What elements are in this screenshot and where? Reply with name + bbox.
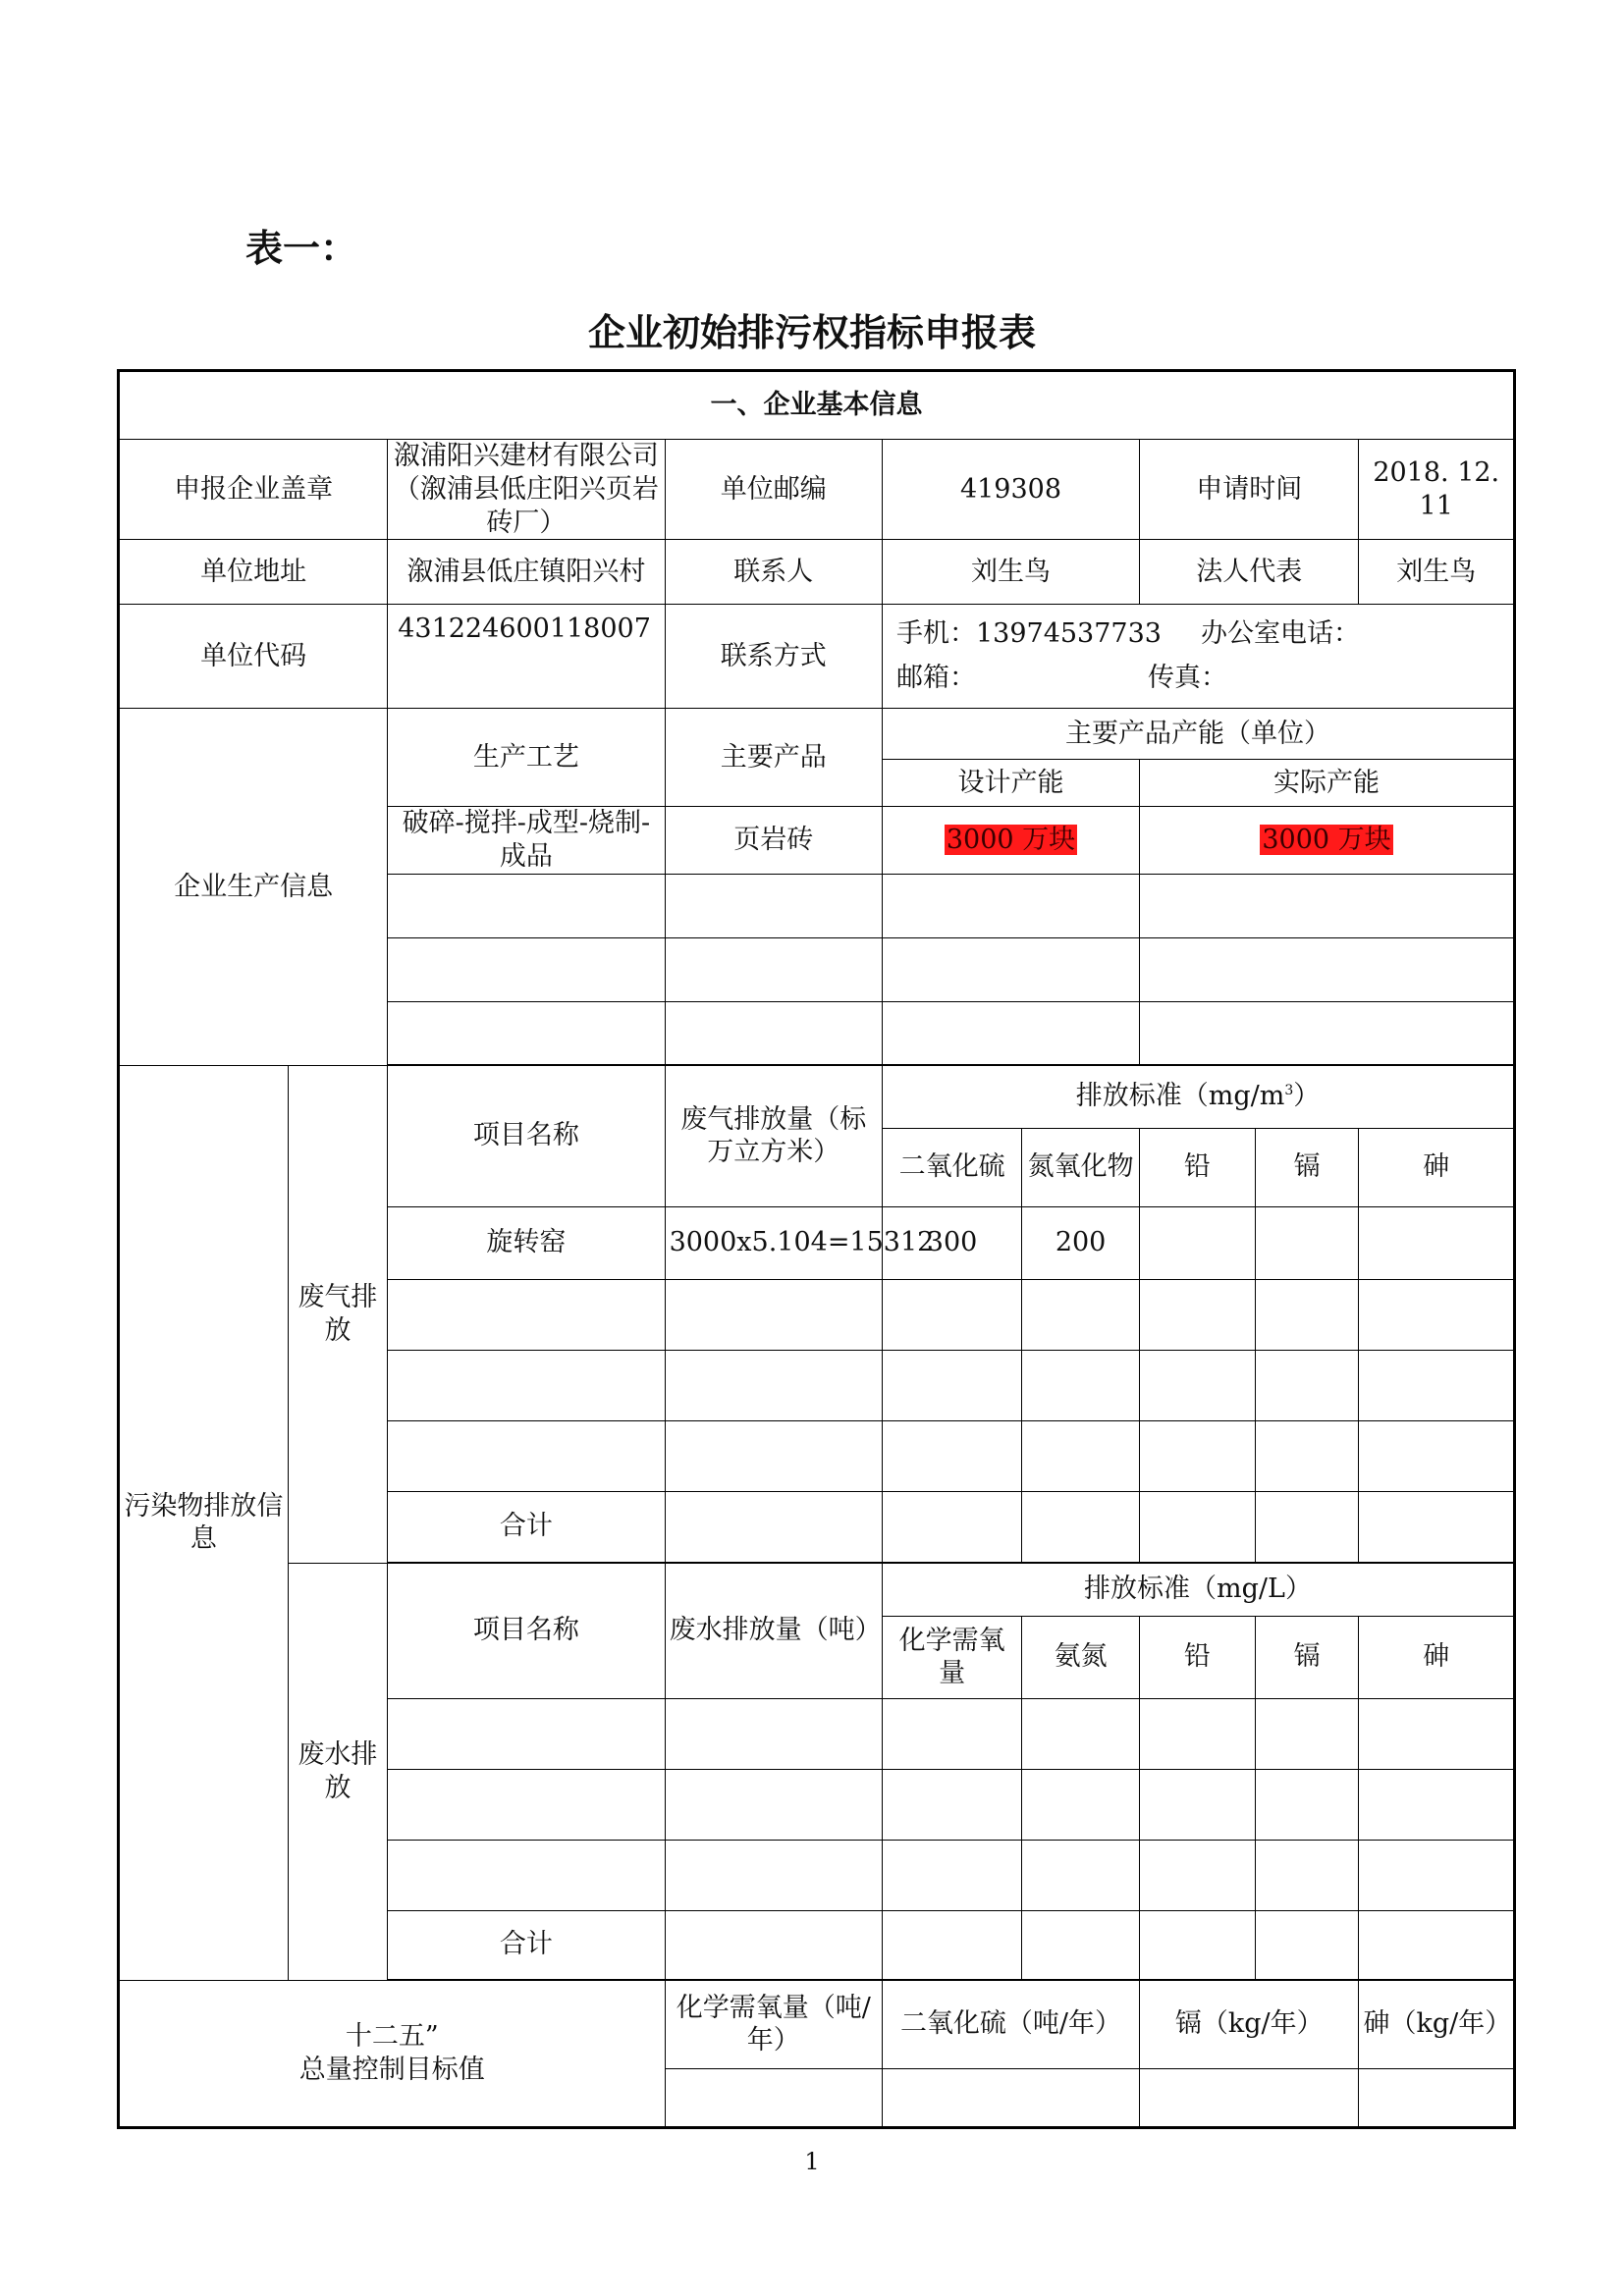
empty-cell bbox=[882, 1420, 1021, 1491]
apply-time-label: 申请时间 bbox=[1140, 440, 1359, 540]
actual-capacity-value bbox=[1140, 807, 1515, 875]
gas-col-lead: 铅 bbox=[1140, 1128, 1256, 1206]
gas-item-label: 项目名称 bbox=[388, 1065, 665, 1206]
empty-cell bbox=[388, 1350, 665, 1420]
empty-cell bbox=[1140, 2068, 1359, 2127]
empty-cell bbox=[882, 1769, 1021, 1840]
empty-cell bbox=[882, 874, 1139, 937]
empty-cell bbox=[665, 1420, 882, 1491]
empty-cell bbox=[1359, 2068, 1515, 2127]
empty-cell bbox=[1359, 1491, 1515, 1562]
target-col-arsenic: 砷（kg/年） bbox=[1359, 1980, 1515, 2068]
apply-time-value: 2018. 12. 11 bbox=[1359, 440, 1515, 540]
section-basic-info-title: 一、企业基本信息 bbox=[119, 371, 1515, 440]
empty-cell bbox=[388, 1769, 665, 1840]
empty-cell bbox=[882, 1279, 1021, 1350]
application-form-table bbox=[117, 369, 1516, 2129]
design-capacity-text: 3000 万块 bbox=[946, 825, 1076, 856]
gas-row1-so2: 300 bbox=[882, 1206, 1021, 1279]
empty-cell bbox=[882, 1910, 1021, 1979]
company-name-cell: 溆浦阳兴建材有限公司（溆浦县低庄阳兴页岩砖厂） bbox=[388, 440, 665, 540]
actual-capacity-text: 3000 万块 bbox=[1262, 825, 1391, 856]
gas-col-arsenic: 砷 bbox=[1359, 1128, 1515, 1206]
legal-rep-label: 法人代表 bbox=[1140, 540, 1359, 605]
empty-cell bbox=[665, 937, 882, 1001]
empty-cell bbox=[665, 1769, 882, 1840]
water-col-cadmium: 镉 bbox=[1255, 1616, 1359, 1698]
gas-row1-nox: 200 bbox=[1022, 1206, 1140, 1279]
empty-cell bbox=[1022, 1350, 1140, 1420]
target-label-line2: 总量控制目标值 bbox=[298, 2054, 485, 2085]
gas-col-cadmium: 镉 bbox=[1255, 1128, 1359, 1206]
empty-cell bbox=[388, 937, 665, 1001]
empty-cell bbox=[388, 1840, 665, 1910]
empty-cell bbox=[882, 937, 1139, 1001]
process-value: 破碎-搅拌-成型-烧制-成品 bbox=[388, 807, 665, 875]
water-col-arsenic: 砷 bbox=[1359, 1616, 1515, 1698]
empty-cell bbox=[882, 1350, 1021, 1420]
empty-cell bbox=[388, 874, 665, 937]
empty-cell bbox=[1140, 1206, 1256, 1279]
product-value: 页岩砖 bbox=[665, 807, 882, 875]
target-col-so2: 二氧化硫（吨/年） bbox=[882, 1980, 1139, 2068]
gas-standard-text: 排放标准（mg/m bbox=[1075, 1081, 1285, 1112]
empty-cell bbox=[665, 1840, 882, 1910]
empty-cell bbox=[1255, 1206, 1359, 1279]
empty-cell bbox=[1022, 1491, 1140, 1562]
address-label: 单位地址 bbox=[119, 540, 388, 605]
seal-label: 申报企业盖章 bbox=[119, 440, 388, 540]
empty-cell bbox=[1140, 1001, 1515, 1064]
empty-cell bbox=[1255, 1491, 1359, 1562]
empty-cell bbox=[665, 1698, 882, 1769]
water-col-lead: 铅 bbox=[1140, 1616, 1256, 1698]
page-number: 1 bbox=[804, 2148, 820, 2175]
product-label: 主要产品 bbox=[665, 709, 882, 807]
empty-cell bbox=[1022, 1910, 1140, 1979]
empty-cell bbox=[388, 1001, 665, 1064]
empty-cell bbox=[1140, 1910, 1256, 1979]
empty-cell bbox=[1255, 1910, 1359, 1979]
code-value: 431224600118007 bbox=[388, 605, 665, 709]
empty-cell bbox=[1140, 1279, 1256, 1350]
gas-emission-label: 废气排放 bbox=[288, 1065, 388, 1563]
capacity-label: 主要产品产能（单位） bbox=[882, 709, 1514, 760]
contact-method-label: 联系方式 bbox=[665, 605, 882, 709]
pollutant-info-label: 污染物排放信息 bbox=[119, 1065, 289, 1980]
empty-cell bbox=[1140, 1350, 1256, 1420]
empty-cell bbox=[1140, 1840, 1256, 1910]
design-capacity-value bbox=[882, 807, 1139, 875]
legal-rep-value: 刘生鸟 bbox=[1359, 540, 1515, 605]
target-label bbox=[119, 1980, 666, 2127]
empty-cell bbox=[665, 1491, 882, 1562]
empty-cell bbox=[388, 1279, 665, 1350]
empty-cell bbox=[1022, 1698, 1140, 1769]
water-col-cod: 化学需氧量 bbox=[882, 1616, 1021, 1698]
postcode-value: 419308 bbox=[882, 440, 1139, 540]
empty-cell bbox=[882, 1698, 1021, 1769]
water-volume-label: 废水排放量（吨） bbox=[665, 1563, 882, 1698]
mobile-label: 手机： bbox=[895, 618, 976, 650]
gas-total-label: 合计 bbox=[388, 1491, 665, 1562]
gas-standard-sup: 3 bbox=[1284, 1083, 1294, 1099]
design-capacity-label: 设计产能 bbox=[882, 760, 1139, 807]
empty-cell bbox=[1140, 1420, 1256, 1491]
empty-cell bbox=[1140, 1769, 1256, 1840]
gas-col-so2: 二氧化硫 bbox=[882, 1128, 1021, 1206]
empty-cell bbox=[882, 1491, 1021, 1562]
empty-cell bbox=[388, 1420, 665, 1491]
empty-cell bbox=[1140, 1491, 1256, 1562]
empty-cell bbox=[1359, 1279, 1515, 1350]
actual-capacity-label: 实际产能 bbox=[1140, 760, 1515, 807]
empty-cell bbox=[882, 1840, 1021, 1910]
empty-cell bbox=[882, 1001, 1139, 1064]
empty-cell bbox=[1022, 1279, 1140, 1350]
empty-cell bbox=[1359, 1698, 1515, 1769]
water-col-ammonia: 氨氮 bbox=[1022, 1616, 1140, 1698]
mobile-value: 13974537733 bbox=[975, 618, 1162, 650]
empty-cell bbox=[665, 2068, 882, 2127]
email-label: 邮箱： bbox=[895, 662, 976, 693]
empty-cell bbox=[665, 1910, 882, 1979]
empty-cell bbox=[665, 1279, 882, 1350]
water-emission-label: 废水排放 bbox=[288, 1563, 388, 1980]
empty-cell bbox=[1255, 1769, 1359, 1840]
water-standard-label: 排放标准（mg/L） bbox=[882, 1563, 1514, 1616]
empty-cell bbox=[1359, 1206, 1515, 1279]
fax-label: 传真： bbox=[1147, 662, 1227, 693]
empty-cell bbox=[1140, 874, 1515, 937]
empty-cell bbox=[1022, 1769, 1140, 1840]
empty-cell bbox=[665, 874, 882, 937]
target-col-cadmium: 镉（kg/年） bbox=[1140, 1980, 1359, 2068]
office-phone-label: 办公室电话： bbox=[1200, 618, 1360, 650]
empty-cell bbox=[1255, 1350, 1359, 1420]
gas-standard-close: ） bbox=[1293, 1081, 1321, 1112]
process-label: 生产工艺 bbox=[388, 709, 665, 807]
empty-cell bbox=[1359, 1420, 1515, 1491]
empty-cell bbox=[1255, 1279, 1359, 1350]
document-title: 企业初始排污权指标申报表 bbox=[587, 310, 1036, 354]
contact-label: 联系人 bbox=[665, 540, 882, 605]
empty-cell bbox=[1255, 1698, 1359, 1769]
contact-method-cell bbox=[882, 605, 1514, 709]
target-col-cod: 化学需氧量（吨/年） bbox=[665, 1980, 882, 2068]
empty-cell bbox=[1359, 1350, 1515, 1420]
contact-value: 刘生鸟 bbox=[882, 540, 1139, 605]
empty-cell bbox=[1359, 1840, 1515, 1910]
empty-cell bbox=[1022, 1420, 1140, 1491]
empty-cell bbox=[665, 1350, 882, 1420]
empty-cell bbox=[1359, 1769, 1515, 1840]
empty-cell bbox=[1255, 1420, 1359, 1491]
production-info-label: 企业生产信息 bbox=[119, 709, 388, 1066]
empty-cell bbox=[1140, 1698, 1256, 1769]
empty-cell bbox=[882, 2068, 1139, 2127]
target-label-line1: 十二五” bbox=[345, 2021, 439, 2052]
empty-cell bbox=[388, 1698, 665, 1769]
gas-col-nox: 氮氧化物 bbox=[1022, 1128, 1140, 1206]
empty-cell bbox=[1022, 1840, 1140, 1910]
water-item-label: 项目名称 bbox=[388, 1563, 665, 1698]
empty-cell bbox=[1255, 1840, 1359, 1910]
gas-row1-item: 旋转窑 bbox=[388, 1206, 665, 1279]
empty-cell bbox=[665, 1001, 882, 1064]
empty-cell bbox=[1359, 1910, 1515, 1979]
code-label: 单位代码 bbox=[119, 605, 388, 709]
page-label: 表一： bbox=[245, 226, 358, 270]
empty-cell bbox=[1140, 937, 1515, 1001]
gas-standard-label bbox=[882, 1065, 1514, 1128]
address-value: 溆浦县低庄镇阳兴村 bbox=[388, 540, 665, 605]
postcode-label: 单位邮编 bbox=[665, 440, 882, 540]
gas-volume-label: 废气排放量（标万立方米） bbox=[665, 1065, 882, 1206]
gas-row1-volume: 3000x5.104=15312 bbox=[665, 1206, 882, 1279]
water-total-label: 合计 bbox=[388, 1910, 665, 1979]
